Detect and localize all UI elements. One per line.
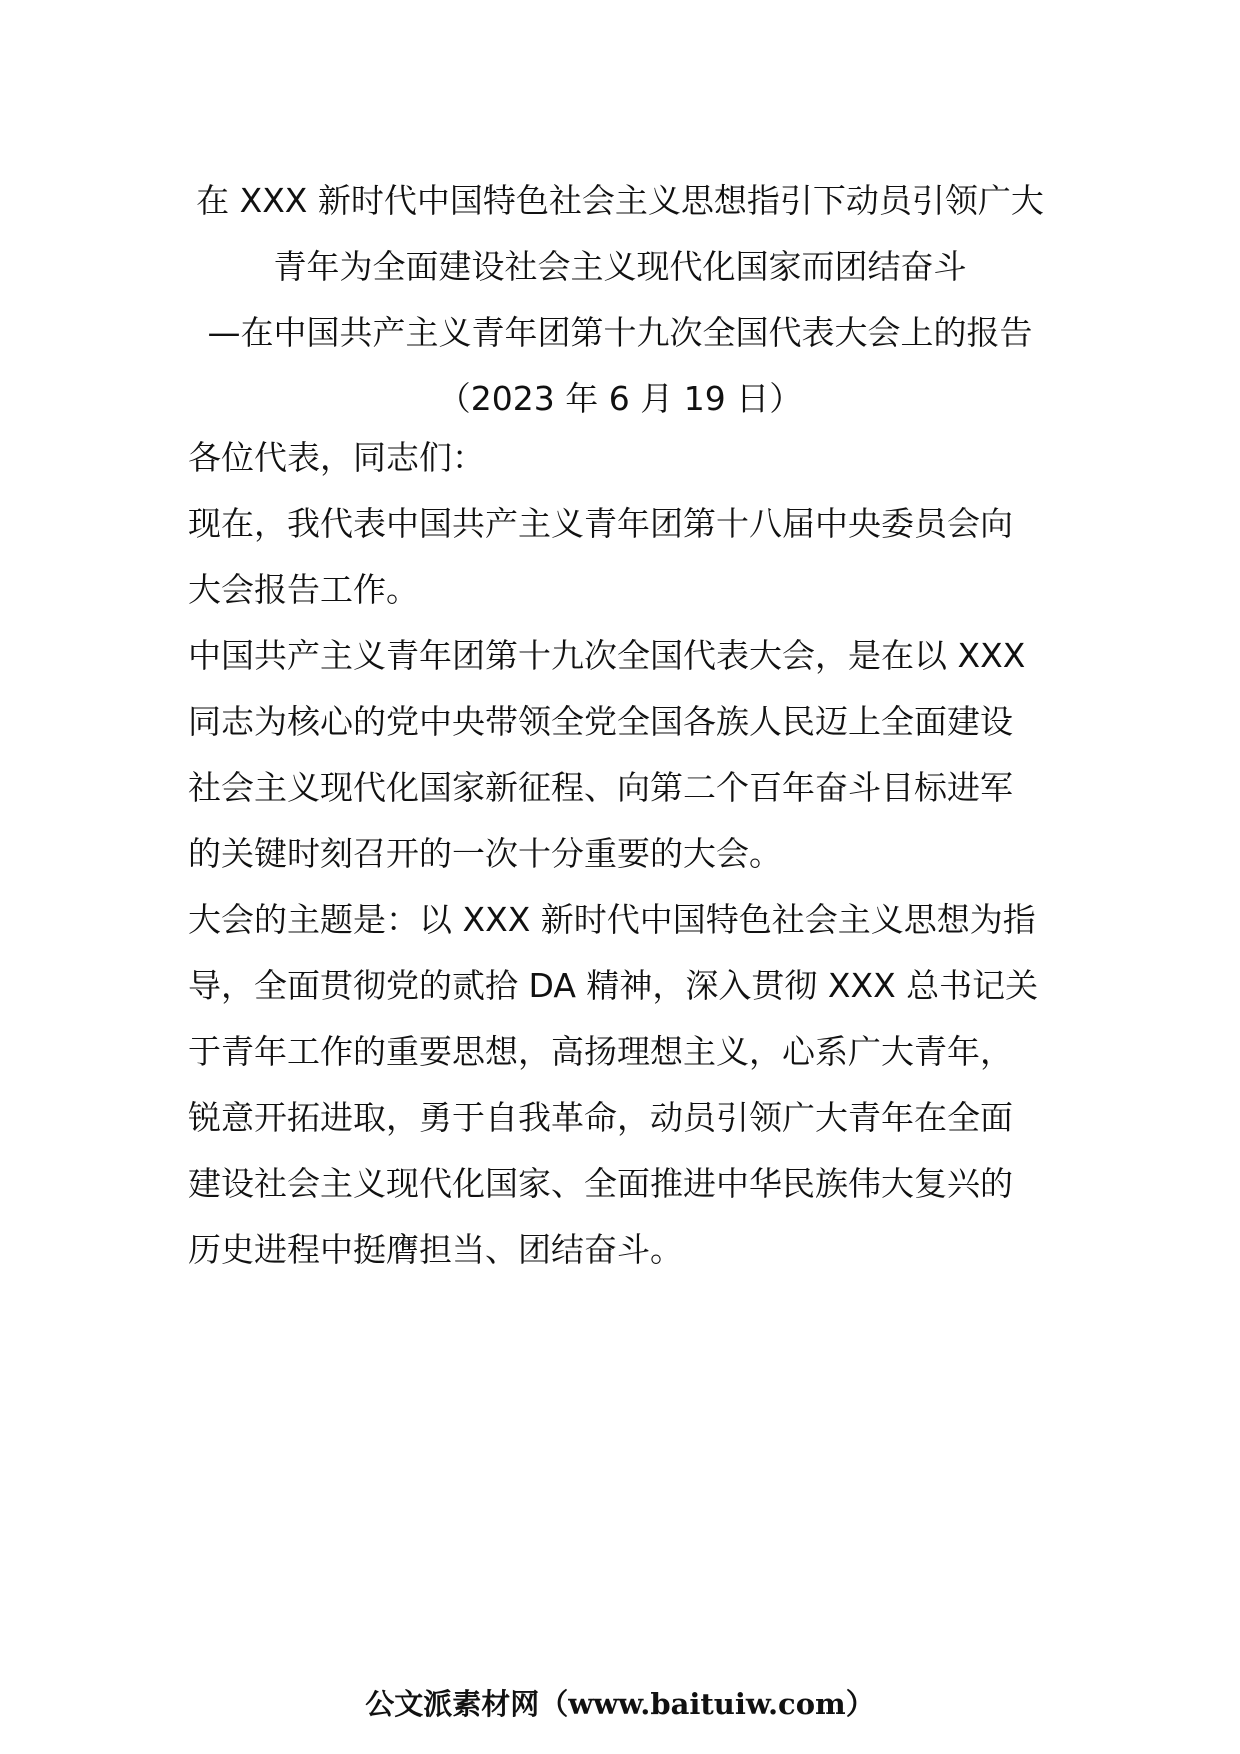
paragraph-line: 于青年工作的重要思想，高扬理想主义，心系广大青年， — [188, 1032, 1013, 1071]
report-body — [188, 425, 1056, 1283]
paragraph-line: 的关键时刻召开的一次十分重要的大会。 — [188, 834, 782, 873]
report-date: （2023 年 6 月 19 日） — [437, 379, 803, 418]
title-line-1: 在 XXX 新时代中国特色社会主义思想指引下动员引领广大 — [196, 181, 1044, 220]
paragraph-line: 社会主义现代化国家新征程、向第二个百年奋斗目标进军 — [188, 768, 1013, 807]
paragraph-line: 中国共产主义青年团第十九次全国代表大会，是在以 XXX — [188, 636, 1026, 675]
footer-watermark: 公文派素材网（www.baituiw.com） — [365, 1687, 875, 1721]
report-title — [185, 168, 1055, 432]
paragraph-line: 同志为核心的党中央带领全党全国各族人民迈上全面建设 — [188, 702, 1013, 741]
subtitle-line: —在中国共产主义青年团第十九次全国代表大会上的报告 — [207, 313, 1033, 352]
paragraph-line: 现在，我代表中国共产主义青年团第十八届中央委员会向 — [188, 504, 1013, 543]
paragraph-line: 大会报告工作。 — [188, 570, 419, 609]
paragraph-line: 历史进程中挺膺担当、团结奋斗。 — [188, 1230, 683, 1269]
paragraph-2 — [188, 623, 1056, 887]
paragraph-3 — [188, 887, 1056, 1283]
paragraph-line: 大会的主题是：以 XXX 新时代中国特色社会主义思想为指 — [188, 900, 1036, 939]
paragraph-line: 导，全面贯彻党的贰拾 DA 精神，深入贯彻 XXX 总书记关 — [188, 966, 1039, 1005]
title-line-2: 青年为全面建设社会主义现代化国家而团结奋斗 — [273, 247, 967, 286]
salutation: 各位代表，同志们： — [188, 438, 485, 477]
paragraph-line: 建设社会主义现代化国家、全面推进中华民族伟大复兴的 — [188, 1164, 1013, 1203]
paragraph-line: 锐意开拓进取，勇于自我革命，动员引领广大青年在全面 — [188, 1098, 1013, 1137]
paragraph-1 — [188, 491, 1056, 623]
